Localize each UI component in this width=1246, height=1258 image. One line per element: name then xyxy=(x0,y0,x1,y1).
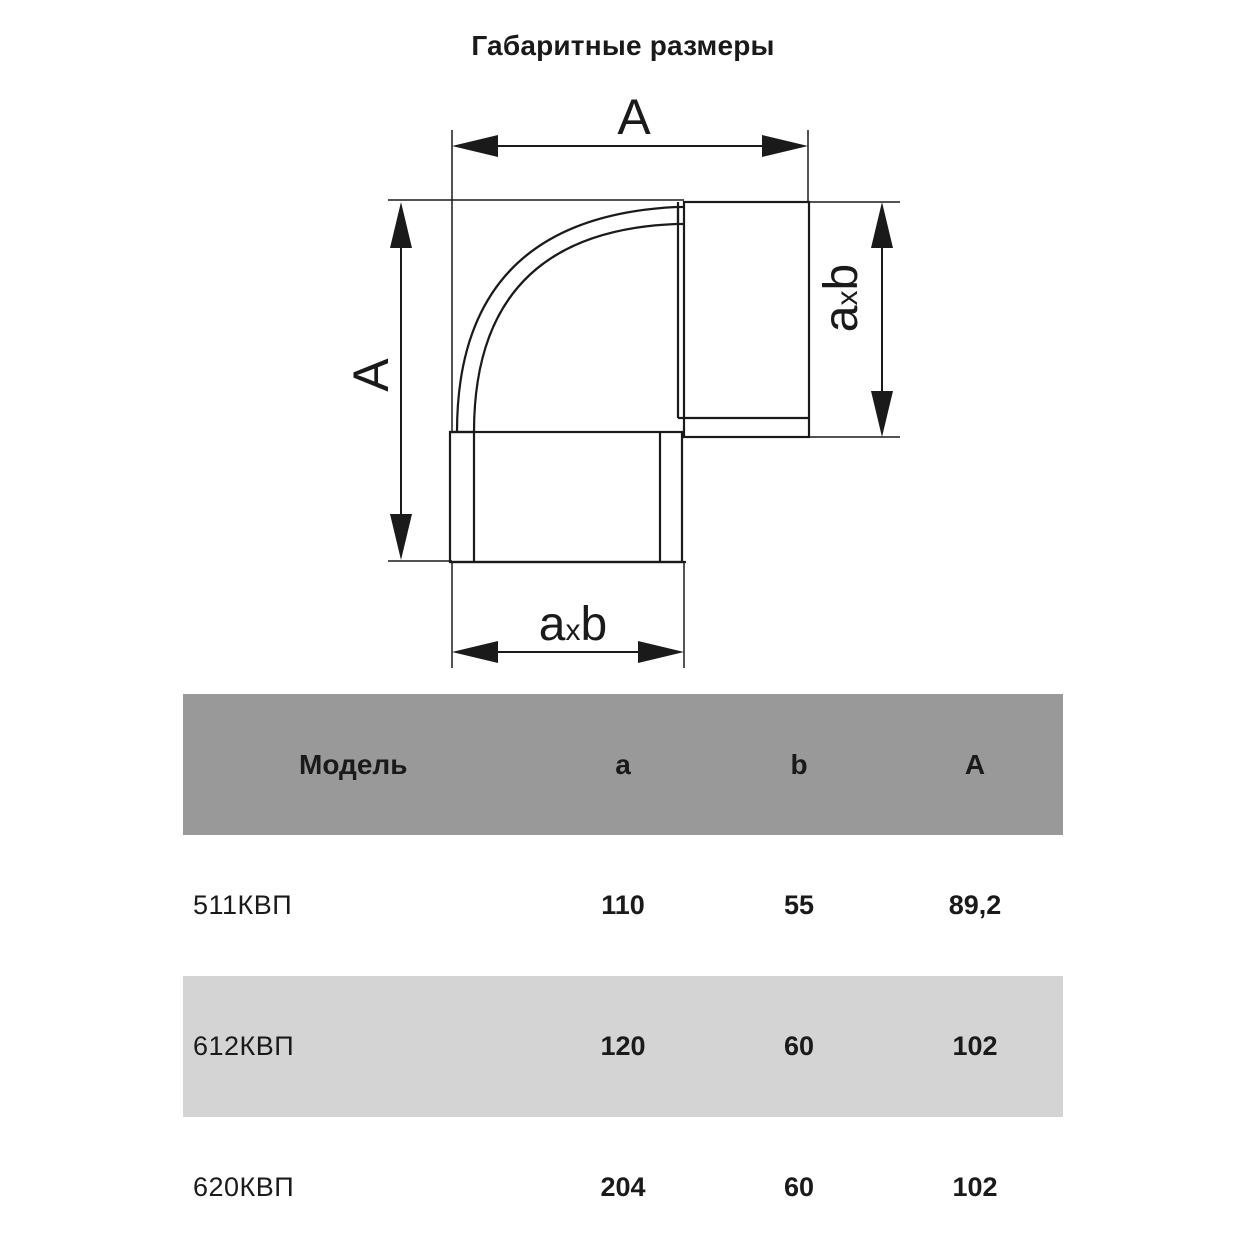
header-b: b xyxy=(790,748,808,780)
header-A: A xyxy=(964,748,986,780)
cell-model: 620КВП xyxy=(193,1172,295,1202)
page-title: Габаритные размеры xyxy=(471,30,775,61)
cell-b: 60 xyxy=(783,1031,815,1061)
left-dimension-label: A xyxy=(343,358,399,392)
cell-model: 612КВП xyxy=(193,1031,295,1061)
cell-b: 60 xyxy=(783,1172,815,1202)
header-a: a xyxy=(615,748,631,780)
cell-a: 110 xyxy=(601,890,645,920)
cell-A: 89,2 xyxy=(948,890,1002,920)
right-dimension-arrow xyxy=(871,202,893,437)
table-row xyxy=(183,976,1063,1117)
top-dimension-label: A xyxy=(617,89,651,145)
table-header-row xyxy=(183,694,1063,835)
dimensions-table xyxy=(183,694,1063,1258)
cell-a: 120 xyxy=(600,1031,646,1061)
header-model: Модель xyxy=(299,748,408,780)
table-row xyxy=(183,835,1063,976)
cell-model: 511КВП xyxy=(193,890,293,920)
cell-A: 102 xyxy=(952,1172,998,1202)
table-row xyxy=(183,1117,1063,1258)
cell-A: 102 xyxy=(952,1031,998,1061)
right-dimension-label: axb xyxy=(815,263,868,333)
bottom-dimension-label: axb xyxy=(538,598,608,651)
cell-a: 204 xyxy=(600,1172,646,1202)
elbow-fitting-outline xyxy=(450,202,809,562)
cell-b: 55 xyxy=(783,890,815,920)
